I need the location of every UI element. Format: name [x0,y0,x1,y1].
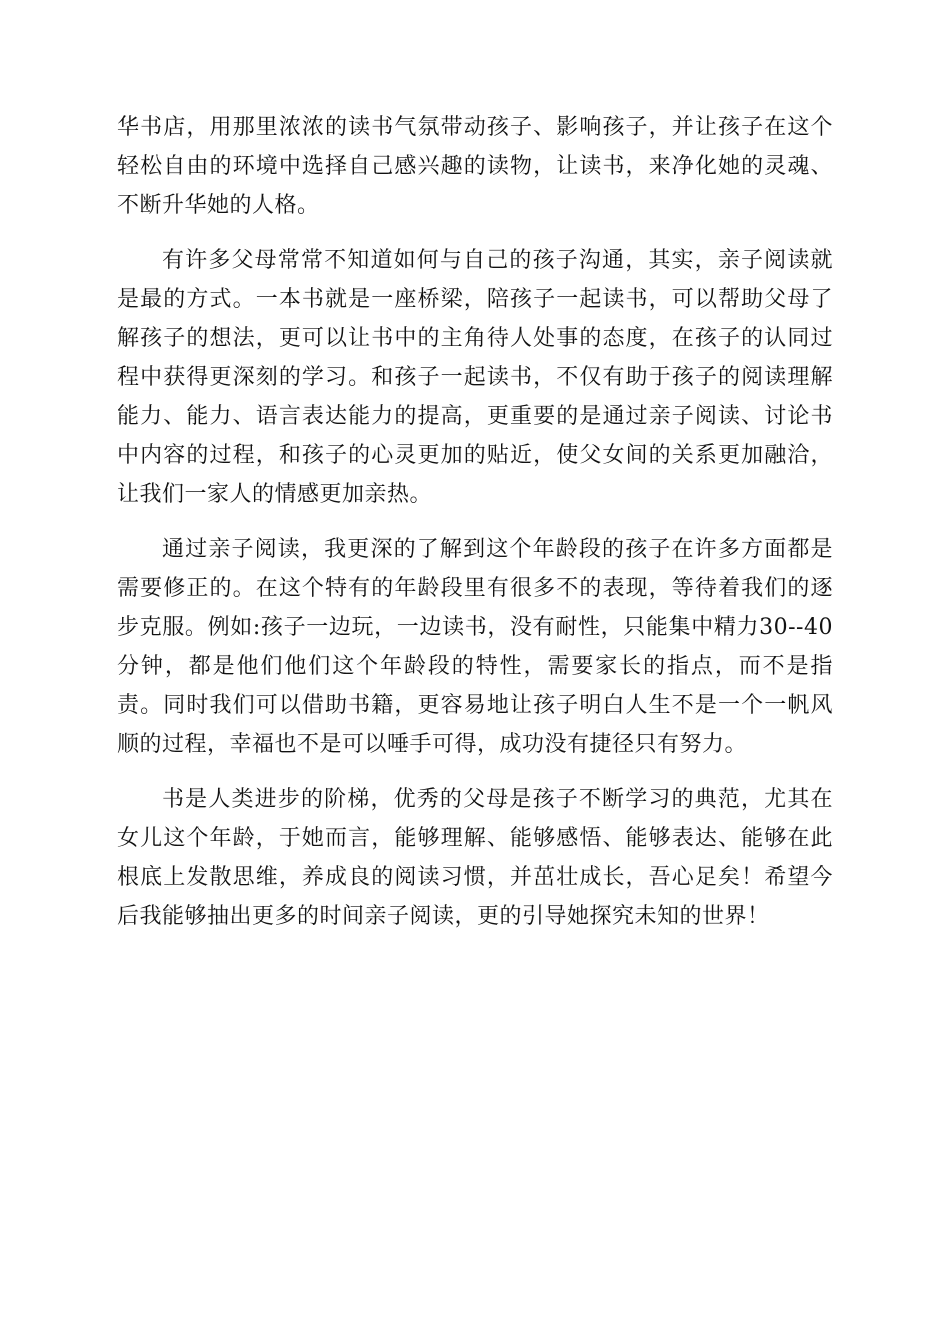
paragraph-continued: 华书店，用那里浓浓的读书气氛带动孩子、影响孩子，并让孩子在这个轻松自由的环境中选择自己感兴趣的读物，让读书，来净化她的灵魂、不断升华她的人格。 [117,115,833,218]
document-body [117,108,833,952]
paragraph-age-stage: 通过亲子阅读，我更深的了解到这个年龄段的孩子在许多方面都是需要修正的。在这个特有的年龄段里有很多不的表现，等待着我们的逐步克服。例如:孩子一边玩，一边读书，没有耐性，只能集中精力30--40分钟，都是他们他们这个年龄段的特性，需要家长的指点，而不是指责。同时我们可以借助书籍，更容易地让孩子明白人生不是一个一帆风顺的过程，幸福也不是可以唾手可得，成功没有捷径只有努力。 [117,537,833,757]
paragraph-books-ladder: 书是人类进步的阶梯，优秀的父母是孩子不断学习的典范，尤其在女儿这个年龄，于她而言，能够理解、能够感悟、能够表达、能够在此根底上发散思维，养成良的阅读习惯，并茁壮成长，吾心足矣！希望今后我能够抽出更多的时间亲子阅读，更的引导她探究未知的世界！ [117,787,833,929]
paragraph-parent-child-reading: 有许多父母常常不知道如何与自己的孩子沟通，其实，亲子阅读就是最的方式。一本书就是一座桥梁，陪孩子一起读书，可以帮助父母了解孩子的想法，更可以让书中的主角待人处事的态度，在孩子的认同过程中获得更深刻的学习。和孩子一起读书，不仅有助于孩子的阅读理解能力、能力、语言表达能力的提高，更重要的是通过亲子阅读、讨论书中内容的过程，和孩子的心灵更加的贴近，使父女间的关系更加融洽，让我们一家人的情感更加亲热。 [117,248,833,507]
